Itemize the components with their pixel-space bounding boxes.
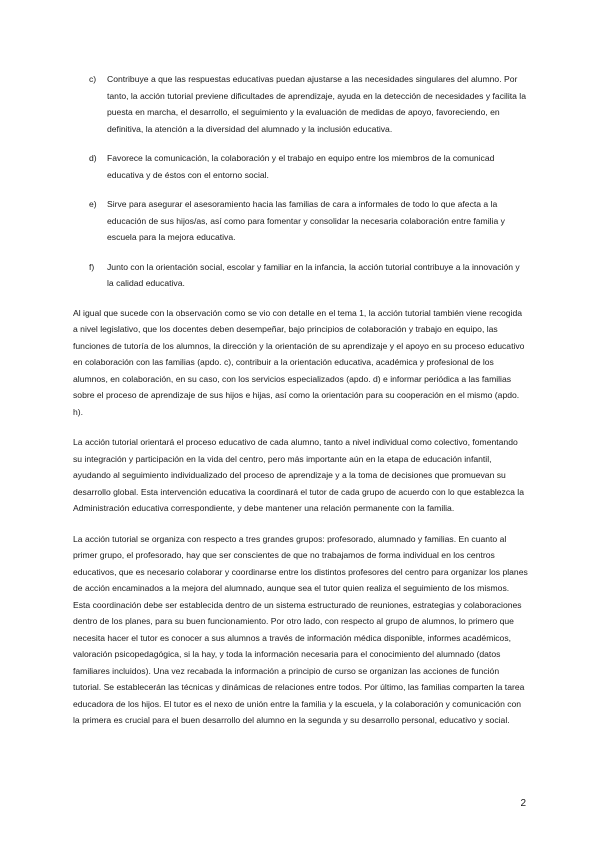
- list-item-text: Junto con la orientación social, escolar y familiar en la infancia, la acción tutorial contribuye a la innovación y la calidad educativa.: [107, 261, 520, 288]
- list-marker: c): [89, 74, 97, 84]
- list-item-text: Contribuye a que las respuestas educativas puedan ajustarse a las necesidades singulares del alumno. Por tanto, la acción tutorial previene dificultades de aprendizaje, ayuda en la detección de necesidades y facilita la puesta en marcha, el desarrollo, el seguimiento y la evaluación de medidas de apoyo, favoreciendo, en definitiva, la atención a la diversidad del alumnado y la inclusión educativa.: [107, 74, 526, 134]
- body-paragraph: Al igual que sucede con la observación como se vio con detalle en el tema 1, la acción tutorial también viene recogida a nivel legislativo, que los docentes deben desempeñar, bajo principios de colaboración y trabajo en equipo, las funciones de tutoría de los alumnos, la dirección y la orientación de su aprendizaje y el apoyo en su proceso educativo en colaboración con las familias (apdo. c), contribuir a la orientación educativa, académica y profesional de los alumnos, en colaboración, en su caso, con los servicios especializados (apdo. d) e informar periódica a las familias sobre el proceso de aprendizaje de sus hijos e hijas, así como la orientación para su cooperación en el mismo (apdo. h).: [73, 307, 525, 417]
- list-item-text: Favorece la comunicación, la colaboración y el trabajo en equipo entre los miembros de la comunicad educativa y de éstos con el entorno social.: [107, 153, 495, 180]
- list-marker: d): [89, 153, 97, 163]
- list-marker: e): [89, 199, 97, 209]
- list-item-text: Sirve para asegurar el asesoramiento hacia las familias de cara a informales de todo lo que afecta a la educación de sus hijos/as, así como para fomentar y consolidar la necesaria colaboración entre familia y escuela para la mejora educativa.: [107, 199, 505, 242]
- body-paragraph: La acción tutorial se organiza con respecto a tres grandes grupos: profesorado, alumnado y familias. En cuanto al primer grupo, el profesorado, hay que ser conscientes de que no trabajamos de forma individual en los centros educativos, que es necesario colaborar y coordinarse entre los distintos profesores del centro para organizar los planes de acción encaminados a la mejora del alumnado, aunque sea el tutor quien realiza el seguimiento de los mismos. Esta coordinación debe ser establecida dentro de un sistema estructurado de reuniones, estrategias y colaboraciones dentro de los planes, para su buen funcionamiento. Por otro lado, con respecto al grupo de alumnos, lo primero que necesita hacer el tutor es conocer a sus alumnos a través de información médica disponible, informes académicos, valoración psicopedagógica, si la hay, y toda la información necesaria para el conocimiento del alumnado (datos familiares incluidos). Una vez recabada la información a principio de curso se organizan las acciones de función tutorial. Se establecerán las técnicas y dinámicas de relaciones entre todos. Por último, las familias comparten la tarea educadora de los hijos. El tutor es el nexo de unión entre la familia y la escuela, y la colaboración y comunicación con la primera es crucial para el buen desarrollo del alumno en la segunda y su desarrollo personal, educativo y social.: [73, 533, 528, 725]
- body-paragraph: La acción tutorial orientará el proceso educativo de cada alumno, tanto a nivel individual como colectivo, fomentando su integración y participación en la vida del centro, pero más importante aún en la etapa de educación infantil, ayudando al seguimiento individualizado del proceso de aprendizaje y a la toma de decisiones que promuevan su desarrollo global. Esta intervención educativa la coordinará el tutor de cada grupo de acuerdo con lo que establezca la Administración educativa correspondiente, y debe mantener una relación permanente con la familia.: [73, 437, 524, 513]
- list-item: [89, 71, 528, 137]
- list-item: [89, 150, 528, 183]
- list-marker: f): [89, 261, 95, 272]
- lettered-list: [89, 71, 528, 292]
- list-item: [89, 196, 528, 246]
- document-page: [73, 71, 528, 743]
- list-item: [89, 259, 528, 292]
- page-number: 2: [520, 798, 526, 809]
